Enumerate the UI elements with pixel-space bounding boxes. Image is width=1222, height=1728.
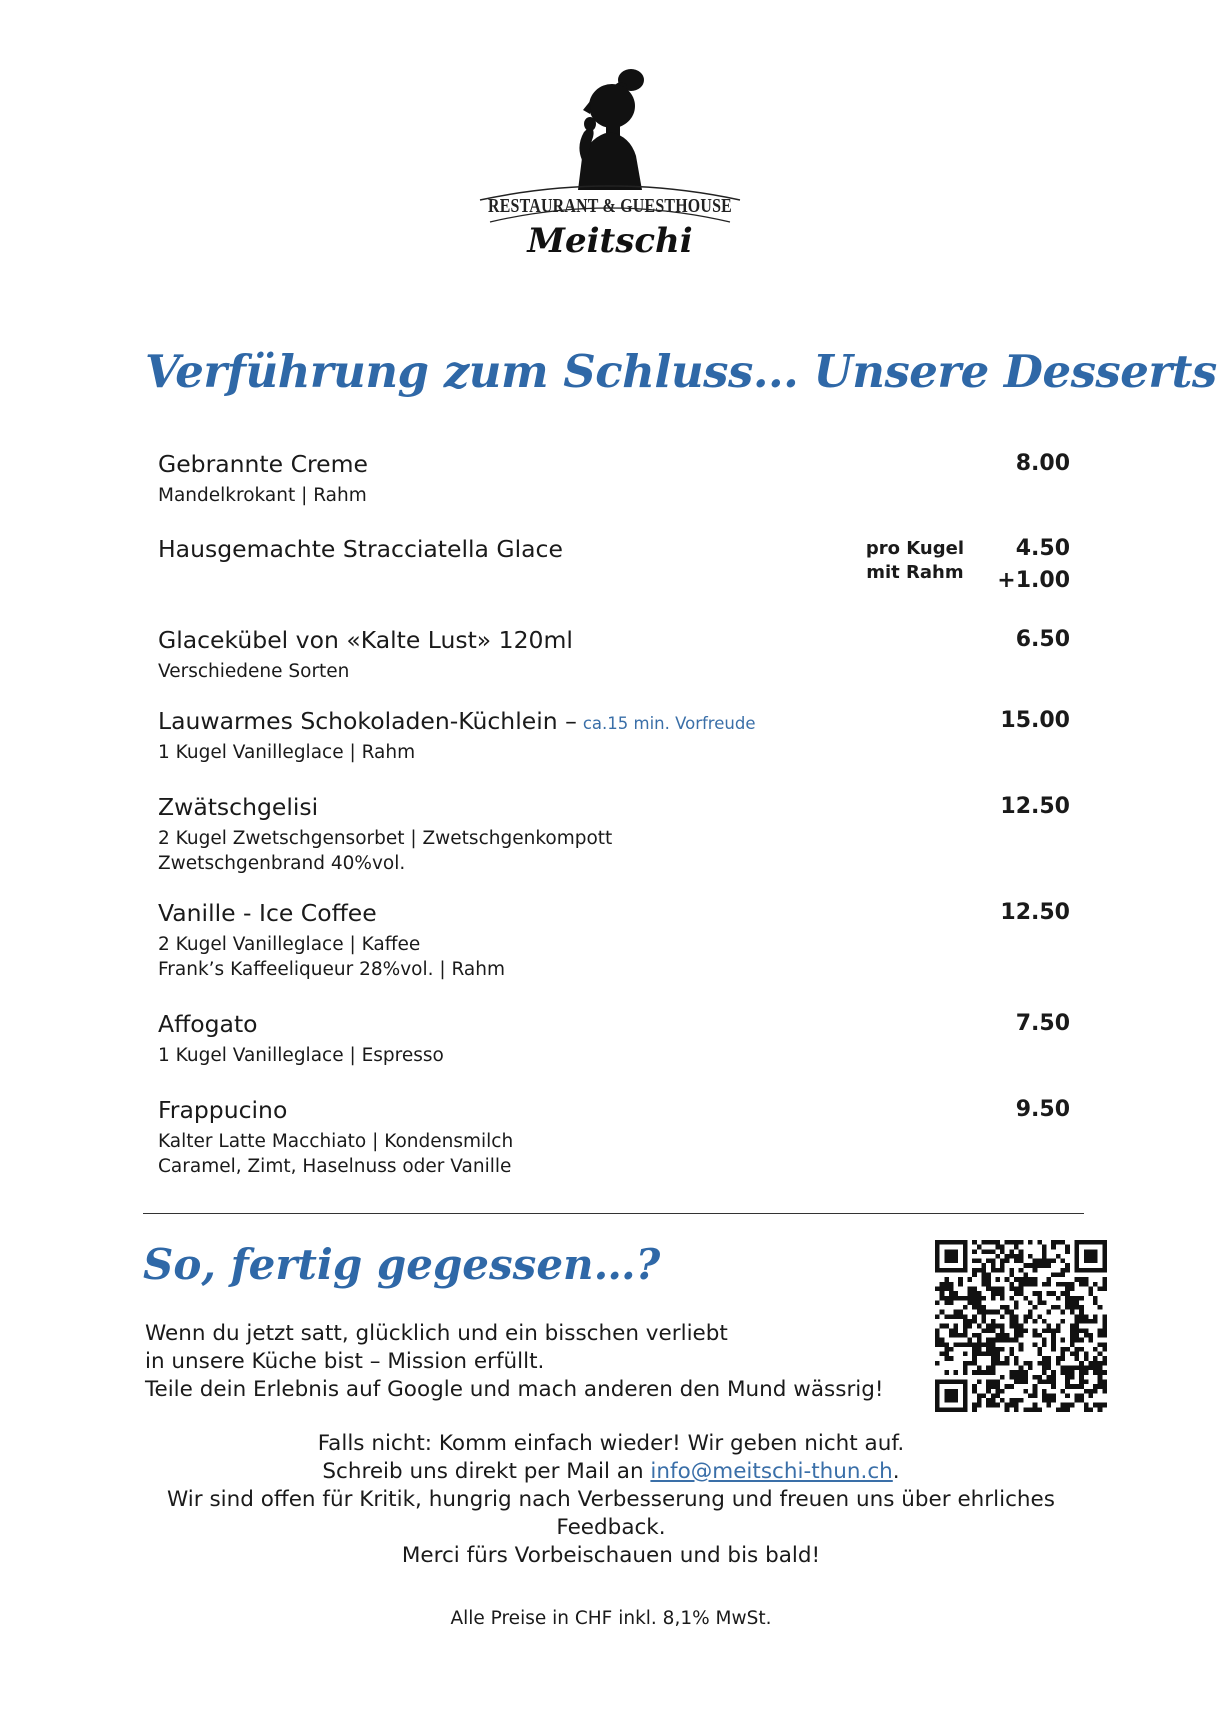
price-footnote: Alle Preise in CHF inkl. 8,1% MwSt.: [450, 1608, 772, 1629]
item-name: Zwätschgelisi: [158, 793, 319, 821]
item-description: Kalter Latte Macchiato | Kondensmilch Caramel, Zimt, Haselnuss oder Vanille: [158, 1131, 514, 1177]
item-description: 2 Kugel Zwetschgensorbet | Zwetschgenkompott Zwetschgenbrand 40%vol.: [158, 828, 613, 874]
item-note: ca.15 min. Vorfreude: [582, 714, 756, 733]
section-divider: [143, 1213, 1084, 1214]
woman-silhouette-icon: [578, 69, 644, 190]
feedback-intro: [145, 1320, 884, 1404]
brand-name: Meitschi: [527, 221, 693, 261]
item-name: Hausgemachte Stracciatella Glace: [158, 535, 563, 563]
item-name: Frappucino: [158, 1096, 288, 1124]
intro-line: Wenn du jetzt satt, glücklich und ein bisschen verliebt: [145, 1321, 728, 1346]
item-name: Gebrannte Creme: [158, 450, 368, 478]
page-title: Verführung zum Schluss... Unsere Desserts: [145, 345, 1217, 398]
item-price-extra: +1.00: [997, 568, 1070, 593]
item-price: 12.50: [1000, 794, 1070, 819]
item-price: 15.00: [1000, 708, 1070, 733]
item-name: Vanille - Ice Coffee: [158, 899, 377, 927]
item-name: Lauwarmes Schokoladen-Küchlein – ca.15 min. Vorfreude: [158, 707, 756, 735]
closing-line: Schreib uns direkt per Mail an info@meitschi-thun.ch.: [322, 1459, 900, 1484]
closing-line: Feedback.: [556, 1515, 666, 1540]
feedback-closing: [100, 1430, 1122, 1570]
item-name: Affogato: [158, 1010, 258, 1038]
item-description: 1 Kugel Vanilleglace | Rahm: [158, 742, 416, 763]
item-description: Verschiedene Sorten: [158, 661, 350, 682]
item-description: 2 Kugel Vanilleglace | Kaffee Frank’s Kaffeeliqueur 28%vol. | Rahm: [158, 934, 506, 980]
closing-line: Wir sind offen für Kritik, hungrig nach Verbesserung und freuen uns über ehrliches: [167, 1487, 1055, 1512]
item-price: 12.50: [1000, 900, 1070, 925]
closing-line: Merci fürs Vorbeischauen und bis bald!: [401, 1543, 821, 1568]
brand-line: RESTAURANT & GUESTHOUSE: [488, 195, 732, 217]
restaurant-logo: [460, 60, 760, 260]
closing-line: Falls nicht: Komm einfach wieder! Wir geben nicht auf.: [317, 1431, 905, 1456]
intro-line: Teile dein Erlebnis auf Google und mach anderen den Mund wässrig!: [145, 1377, 884, 1402]
item-description: Mandelkrokant | Rahm: [158, 485, 367, 506]
item-description: 1 Kugel Vanilleglace | Espresso: [158, 1045, 444, 1066]
item-price: 9.50: [1015, 1097, 1070, 1122]
item-price: 6.50: [1015, 627, 1070, 652]
item-name: Glacekübel von «Kalte Lust» 120ml: [158, 626, 573, 654]
email-link[interactable]: info@meitschi-thun.ch: [650, 1459, 893, 1484]
qr-code-icon[interactable]: [935, 1240, 1107, 1412]
item-price: 7.50: [1015, 1011, 1070, 1036]
item-price: 8.00: [1015, 451, 1070, 476]
feedback-title: So, fertig gegessen…?: [143, 1240, 661, 1289]
item-unit: pro Kugel mit Rahm: [865, 538, 964, 583]
item-price: 4.50: [1015, 536, 1070, 561]
intro-line: in unsere Küche bist – Mission erfüllt.: [145, 1349, 545, 1374]
